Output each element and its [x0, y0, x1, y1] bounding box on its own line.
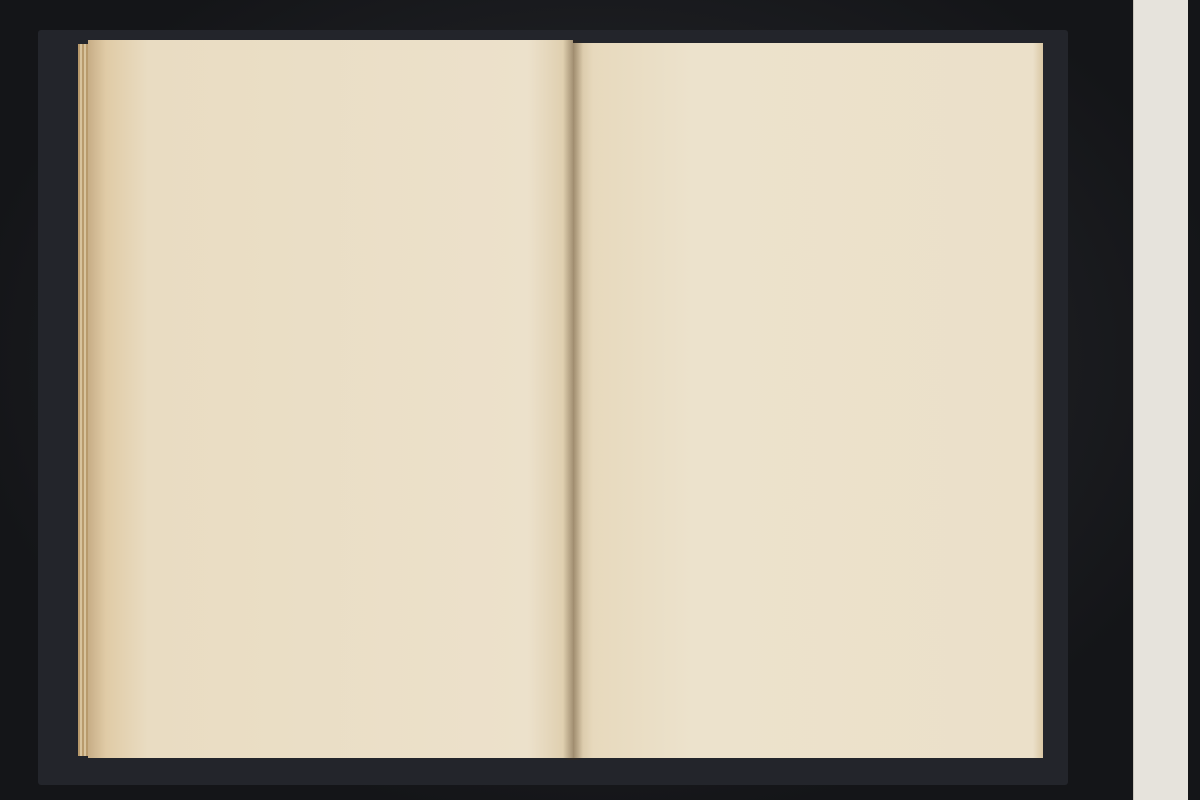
book-gutter: [563, 40, 583, 760]
right-page: [573, 43, 1043, 758]
left-page: [88, 40, 573, 758]
ruler-ticks: [1134, 0, 1188, 800]
measurement-ruler: [1133, 0, 1188, 800]
